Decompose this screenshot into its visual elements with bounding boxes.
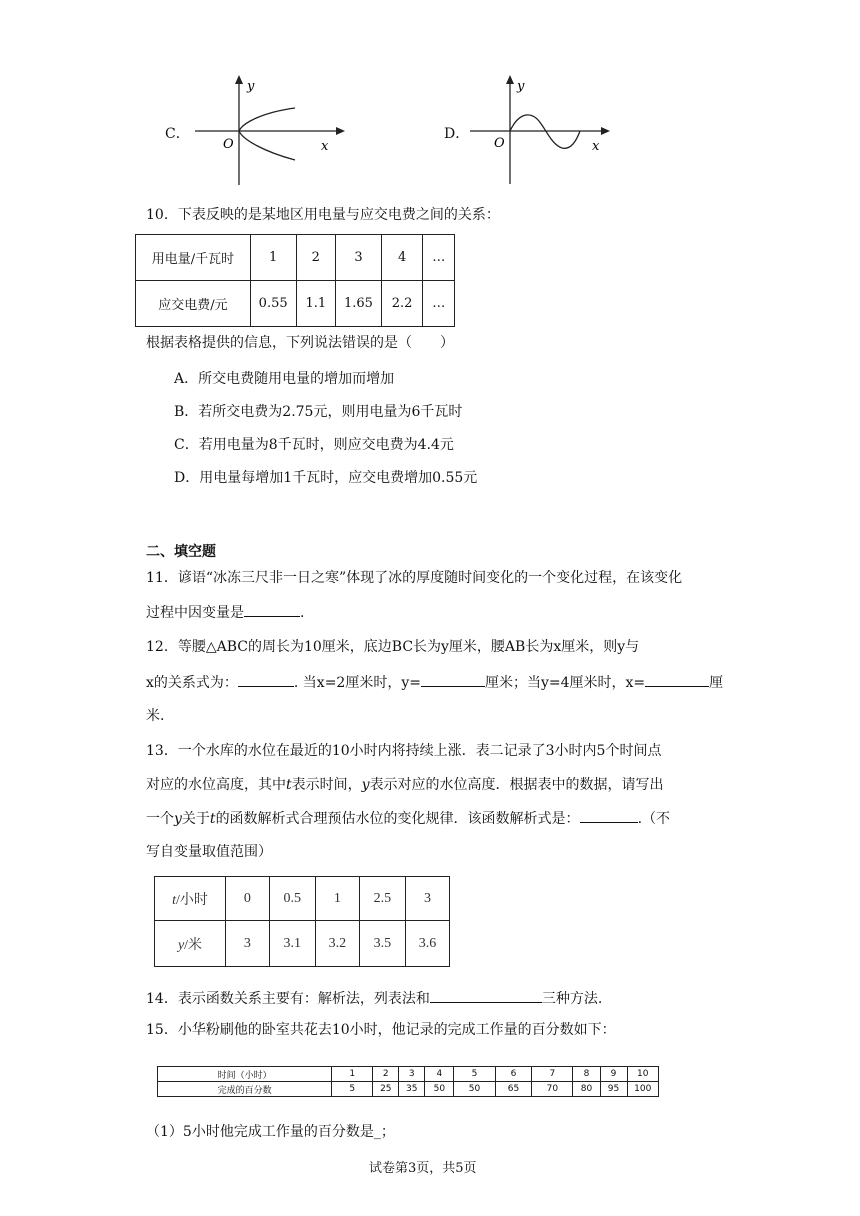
q15-table — [157, 1066, 659, 1097]
q15-cell: 50 — [454, 1082, 495, 1097]
q13-line1: 13．一个水库的水位在最近的10小时内将持续上涨．表二记录了3小时内5个时间点 — [146, 743, 662, 759]
q13-cell: 3.5 — [359, 921, 405, 967]
q15-cell: 100 — [627, 1082, 658, 1097]
q13-cell: 1 — [315, 877, 359, 921]
q14-line — [146, 988, 602, 1009]
q15-cell: 50 — [425, 1082, 454, 1097]
q15-line1: 15．小华粉刷他的卧室共花去10小时，他记录的完成工作量的百分数如下： — [146, 1022, 616, 1038]
q13-cell: 3 — [405, 877, 449, 921]
q13-header-unit: /米 — [184, 937, 203, 953]
q13-text: 表示对应的水位高度．根据表中的数据，请写出 — [369, 777, 664, 793]
q10-cell: … — [423, 281, 455, 327]
q13-header-var: t — [172, 892, 176, 908]
q15-cell: 35 — [399, 1082, 425, 1097]
graph-d-x-arrow — [601, 127, 610, 135]
q15-cell: 5 — [332, 1082, 373, 1097]
q12-answer-blank-1[interactable] — [238, 672, 294, 687]
q10-cell: 3 — [336, 235, 382, 281]
q13-line4: 写自变量取值范围） — [146, 844, 272, 860]
q15-cell: 3 — [399, 1067, 425, 1082]
q13-var-y: y — [361, 777, 370, 793]
q13-answer-blank[interactable] — [580, 808, 638, 823]
graph-c-origin-label: O — [223, 137, 234, 152]
q11-period: . — [300, 605, 305, 621]
q10-option-d: D．用电量每增加1千瓦时，应交电费增加0.55元 — [174, 470, 478, 486]
q13-cell: 3.1 — [269, 921, 315, 967]
q13-var-t: t — [209, 811, 216, 827]
q10-row2-header: 应交电费/元 — [136, 281, 251, 327]
q12-answer-blank-2[interactable] — [421, 672, 485, 687]
q10-question: 根据表格提供的信息，下列说法错误的是（ ） — [146, 335, 454, 351]
q13-cell: 2.5 — [359, 877, 405, 921]
q15-cell: 70 — [532, 1082, 573, 1097]
graph-c-y-label: y — [247, 79, 255, 94]
q12-line3: 米. — [146, 708, 165, 724]
q12-text-c: 厘米；当y=4厘米时，x= — [484, 675, 646, 691]
q13-cell: 0 — [226, 877, 270, 921]
page-footer: 试卷第3页，共5页 — [369, 1161, 477, 1176]
graph-d-x-label: x — [592, 139, 600, 154]
q11-text: 过程中因变量是 — [146, 605, 244, 621]
graph-c-x-arrow — [336, 127, 345, 135]
graph-c — [195, 72, 350, 190]
q10-option-c: C．若用电量为8千瓦时，则应交电费为4.4元 — [174, 437, 454, 453]
q10-table — [135, 234, 455, 327]
q10-cell: 2 — [296, 235, 336, 281]
q13-cell: 3.6 — [405, 921, 449, 967]
q13-var-t: t — [286, 777, 292, 793]
q13-text: 一个 — [146, 811, 174, 827]
graph-d-y-arrow — [506, 75, 514, 84]
graph-d — [470, 72, 615, 187]
q15-cell: 1 — [332, 1067, 373, 1082]
q13-var-y: y — [174, 811, 182, 827]
q10-cell: 1.65 — [336, 281, 382, 327]
q15-cell: 65 — [495, 1082, 532, 1097]
q10-cell: … — [423, 235, 455, 281]
q11-line1: 11．谚语“冰冻三尺非一日之寒”体现了冰的厚度随时间变化的一个变化过程，在该变化 — [146, 570, 683, 586]
q12-line1: 12．等腰△ABC的周长为10厘米，底边BC长为y厘米，腰AB长为x厘米，则y与 — [146, 639, 640, 655]
q12-text-b: . 当x=2厘米时，y= — [293, 675, 421, 691]
q10-option-a: A．所交电费随用电量的增加而增加 — [174, 371, 395, 387]
q14-text: 14．表示函数关系主要有：解析法，列表法和 — [146, 991, 430, 1007]
q15-cell: 80 — [573, 1082, 600, 1097]
q12-answer-blank-3[interactable] — [645, 672, 709, 687]
q11-line2 — [146, 602, 304, 623]
q15-sub1: （1）5小时他完成工作量的百分数是_； — [146, 1124, 395, 1140]
graph-c-curve — [239, 108, 295, 160]
q13-text: 的函数解析式合理预估水位的变化规律．该函数解析式是： — [215, 811, 580, 827]
q13-row1-header — [155, 877, 226, 921]
q10-cell: 1.1 — [296, 281, 336, 327]
q15-cell: 4 — [425, 1067, 454, 1082]
graph-c-x-label: x — [321, 139, 329, 154]
q13-header-var: y — [177, 937, 185, 953]
q12-line2 — [146, 672, 723, 693]
option-c-label: C． — [165, 126, 190, 142]
q15-cell: 10 — [627, 1067, 658, 1082]
graph-c-y-arrow — [235, 75, 243, 84]
q14-answer-blank[interactable] — [430, 988, 542, 1003]
graph-d-origin-label: O — [494, 136, 505, 151]
q13-line2 — [146, 775, 664, 795]
q14-text: 三种方法. — [541, 991, 603, 1007]
q15-cell: 5 — [454, 1067, 495, 1082]
q15-cell: 7 — [532, 1067, 573, 1082]
graph-d-y-label: y — [517, 79, 525, 94]
option-d-label: D． — [444, 126, 470, 142]
q13-text: 关于 — [181, 811, 210, 827]
q13-text: .（不 — [637, 811, 671, 827]
q15-cell: 6 — [495, 1067, 532, 1082]
q11-answer-blank[interactable] — [244, 602, 300, 617]
q13-text: 对应的水位高度，其中 — [146, 777, 286, 793]
q13-header-unit: /小时 — [176, 892, 208, 908]
q10-cell: 1 — [250, 235, 296, 281]
q10-row1-header: 用电量/千瓦时 — [136, 235, 251, 281]
q13-row2-header — [155, 921, 226, 967]
q10-cell: 4 — [381, 235, 423, 281]
q15-row1-header: 时间（小时） — [158, 1067, 332, 1082]
q10-option-b: B．若所交电费为2.75元，则用电量为6千瓦时 — [174, 404, 463, 420]
q13-cell: 3.2 — [315, 921, 359, 967]
q13-line3 — [146, 808, 670, 829]
q10-cell: 0.55 — [250, 281, 296, 327]
section-title: 二、填空题 — [146, 544, 216, 560]
q13-table — [154, 876, 450, 967]
q15-cell: 9 — [600, 1067, 627, 1082]
q12-text-a: x的关系式为： — [146, 675, 238, 691]
q10-stem: 10．下表反映的是某地区用电量与应交电费之间的关系： — [146, 207, 500, 223]
q13-text: 表示时间， — [291, 777, 362, 793]
q15-cell: 25 — [373, 1082, 399, 1097]
q10-cell: 2.2 — [381, 281, 423, 327]
q13-cell: 0.5 — [269, 877, 315, 921]
q15-cell: 8 — [573, 1067, 600, 1082]
q15-cell: 95 — [600, 1082, 627, 1097]
q15-row2-header: 完成的百分数 — [158, 1082, 332, 1097]
q12-text-d: 厘 — [709, 675, 724, 691]
q13-cell: 3 — [226, 921, 270, 967]
q15-cell: 2 — [373, 1067, 399, 1082]
